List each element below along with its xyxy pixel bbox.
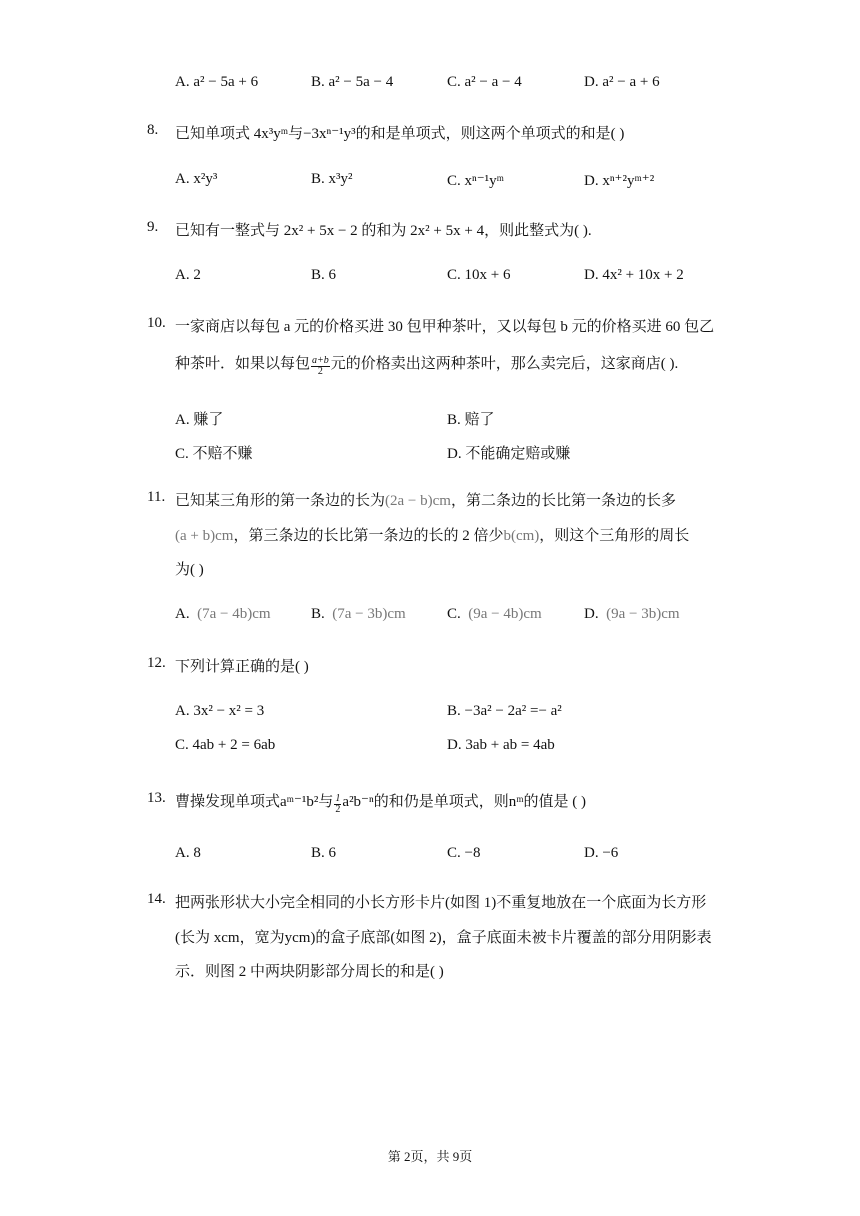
q8-stem: 已知单项式 4x³yᵐ与−3xⁿ⁻¹y³的和是单项式，则这两个单项式的和是( ) bbox=[175, 126, 625, 142]
q10-stem-line1: 一家商店以每包 a 元的价格买进 30 包甲种茶叶，又以每包 b 元的价格买进 60 包乙 bbox=[175, 319, 715, 335]
q13-option-c: C. −8 bbox=[447, 845, 481, 861]
q8-number: 8. bbox=[147, 122, 159, 138]
q9-option-b: B. 6 bbox=[311, 267, 337, 283]
q12-option-b: B. −3a² − 2a² =− a² bbox=[447, 703, 562, 719]
q11-stem-line1-a: 已知某三角形的第一条边的长为 bbox=[175, 493, 386, 509]
q13-frac-numerator: 1 bbox=[335, 793, 341, 804]
q13-stem-b: a²b⁻ⁿ的和仍是单项式，则nᵐ的值是 ( ) bbox=[342, 794, 587, 810]
q12-option-c: C. 4ab + 2 = 6ab bbox=[175, 737, 276, 753]
q13-option-a: A. 8 bbox=[175, 845, 201, 861]
q13-fraction bbox=[334, 794, 341, 815]
q10-stem-line2-b: 元的价格卖出这两种茶叶，那么卖完后，这家商店( ). bbox=[330, 356, 679, 372]
q11-expr-side1: (2a − b)cm bbox=[385, 493, 451, 509]
q11-stem-line2-a: ，第三条边的长比第一条边的长的 2 倍少 bbox=[233, 528, 504, 544]
q12-stem: 下列计算正确的是( ) bbox=[175, 659, 309, 675]
q11-option-b: B. (7a − 3b)cm bbox=[311, 606, 406, 622]
q7-option-d: D. a² − a + 6 bbox=[584, 74, 660, 90]
q9-option-c: C. 10x + 6 bbox=[447, 267, 511, 283]
q10-frac-numerator: a+b bbox=[312, 355, 329, 366]
q7-option-a: A. a² − 5a + 6 bbox=[175, 74, 259, 90]
q9-number: 9. bbox=[147, 219, 159, 235]
q11-option-c: C. (9a − 4b)cm bbox=[447, 606, 542, 622]
q12-option-d: D. 3ab + ab = 4ab bbox=[447, 737, 555, 753]
q12-number: 12. bbox=[147, 655, 166, 671]
q11-option-a: A. (7a − 4b)cm bbox=[175, 606, 271, 622]
q8-option-c: C. xⁿ⁻¹yᵐ bbox=[447, 173, 504, 189]
q11-stem-line2-b: ，则这个三角形的周长 bbox=[539, 528, 690, 544]
q10-option-d: D. 不能确定赔或赚 bbox=[447, 446, 571, 462]
q10-stem-line2-a: 种茶叶．如果以每包 bbox=[175, 356, 311, 372]
q14-number: 14. bbox=[147, 891, 166, 907]
q11-number: 11. bbox=[147, 489, 166, 505]
q7-option-c: C. a² − a − 4 bbox=[447, 74, 522, 90]
q11-stem-line3: 为( ) bbox=[175, 562, 204, 578]
q13-option-b: B. 6 bbox=[311, 845, 337, 861]
q9-option-a: A. 2 bbox=[175, 267, 201, 283]
q13-stem-a: 曹操发现单项式aᵐ⁻¹b²与 bbox=[175, 794, 334, 810]
q10-option-b: B. 赔了 bbox=[447, 412, 495, 428]
q14-stem-line2: (长为 xcm，宽为ycm)的盒子底部(如图 2)，盒子底面未被卡片覆盖的部分用阴影表 bbox=[175, 930, 712, 946]
q11-expr-side3: b(cm) bbox=[503, 528, 540, 544]
q11-option-d: D. (9a − 3b)cm bbox=[584, 606, 680, 622]
q8-option-d: D. xⁿ⁺²yᵐ⁺² bbox=[584, 173, 655, 189]
q10-option-c: C. 不赔不赚 bbox=[175, 446, 253, 462]
q9-stem: 已知有一整式与 2x² + 5x − 2 的和为 2x² + 5x + 4，则此整式为( ). bbox=[175, 223, 592, 239]
q8-option-a: A. x²y³ bbox=[175, 171, 218, 187]
q9-option-d: D. 4x² + 10x + 2 bbox=[584, 267, 684, 283]
q10-number: 10. bbox=[147, 315, 166, 331]
q13-frac-denominator: 2 bbox=[335, 804, 341, 815]
q13-option-d: D. −6 bbox=[584, 845, 619, 861]
q13-number: 13. bbox=[147, 790, 166, 806]
page-footer: 第 2页，共 9页 bbox=[387, 1149, 473, 1164]
q14-stem-line3: 示．则图 2 中两块阴影部分周长的和是( ) bbox=[175, 964, 444, 980]
q12-option-a: A. 3x² − x² = 3 bbox=[175, 703, 265, 719]
q11-expr-side2: (a + b)cm bbox=[175, 528, 234, 544]
q10-frac-denominator: 2 bbox=[317, 366, 323, 377]
q7-option-b: B. a² − 5a − 4 bbox=[311, 74, 394, 90]
q11-stem-line1-b: ，第二条边的长比第一条边的长多 bbox=[450, 493, 676, 509]
q8-option-b: B. x³y² bbox=[311, 171, 353, 187]
q10-option-a: A. 赚了 bbox=[175, 412, 224, 428]
q14-stem-line1: 把两张形状大小完全相同的小长方形卡片(如图 1)不重复地放在一个底面为长方形 bbox=[175, 895, 707, 911]
q10-fraction bbox=[311, 356, 330, 377]
